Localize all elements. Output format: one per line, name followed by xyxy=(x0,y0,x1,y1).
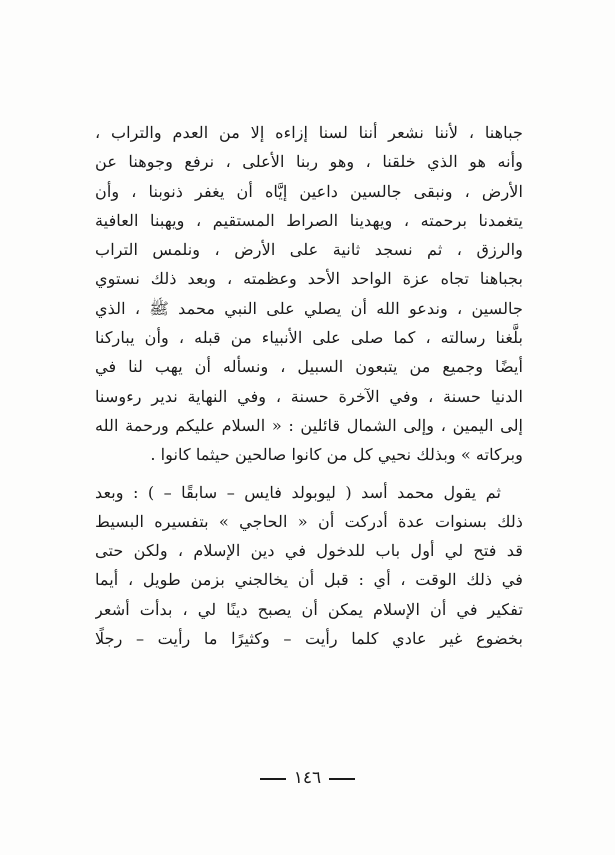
text-line: أيضًا وجميع من يتبعون السبيل ، ونسأله أن يهب لنا في xyxy=(95,357,523,377)
text-line: تفكير في أن الإسلام يمكن أن يصبح دينًا لي ، بدأت أشعر xyxy=(95,599,523,619)
page-number-dash-right xyxy=(329,778,355,780)
text-line: وأنه هو الذي خلقنا ، وهو ربنا الأعلى ، نرفع وجوهنا عن xyxy=(95,152,523,172)
text-line: قد فتح لي أول باب للدخول في دين الإسلام ، ولكن حتى xyxy=(95,541,523,561)
text-line: وبركاته » وبذلك نحيي كل من كانوا صالحين حيثما كانوا . xyxy=(150,445,523,465)
text-line: ذلك بسنوات عدة أدركت أن « الحاجي » بتفسيره البسيط xyxy=(95,511,523,531)
paragraph-gap xyxy=(95,470,523,478)
body-text xyxy=(95,118,523,653)
text-line: يتغمدنا برحمته ، ويهدينا الصراط المستقيم ، ويهبنا العافية xyxy=(95,210,523,230)
text-line: جباهنا ، لأننا نشعر أننا لسنا إزاءه إلا من العدم والتراب ، xyxy=(95,123,523,142)
text-line: الأرض ، ونبقى جالسين داعين إيَّاه أن يغفر ذنوبنا ، وأن xyxy=(95,181,523,201)
text-line: إلى اليمين ، وإلى الشمال قائلين : « السلام عليكم ورحمة الله xyxy=(95,415,523,435)
text-line: في ذلك الوقت ، أي : قبل أن يخالجني بزمن طويل ، أيما xyxy=(95,570,523,590)
page-number-dash-left xyxy=(260,778,286,780)
text-line: بلَّغنا رسالته ، كما صلى على الأنبياء من قبله ، وأن يباركنا xyxy=(95,328,523,348)
page-number xyxy=(0,768,615,788)
text-line: جالسين ، وندعو الله أن يصلي على النبي محمد ﷺ ، الذي xyxy=(95,298,523,318)
text-line: بخضوع غير عادي كلما رأيت – وكثيرًا ما رأيت – رجلًا xyxy=(95,629,523,649)
text-line: والرزق ، ثم نسجد ثانية على الأرض ، ونلمس التراب xyxy=(95,240,523,260)
text-line: ثم يقول محمد أسد ( ليوبولد فايس – سابقًا – ) : وبعد xyxy=(95,482,501,502)
text-line: الدنيا حسنة ، وفي الآخرة حسنة ، وفي النهاية ندير رءوسنا xyxy=(95,386,523,406)
text-line: بجباهنا تجاه عزة الواحد الأحد وعظمته ، وبعد ذلك نستوي xyxy=(95,269,523,289)
page-number-value: ١٤٦ xyxy=(293,768,322,788)
